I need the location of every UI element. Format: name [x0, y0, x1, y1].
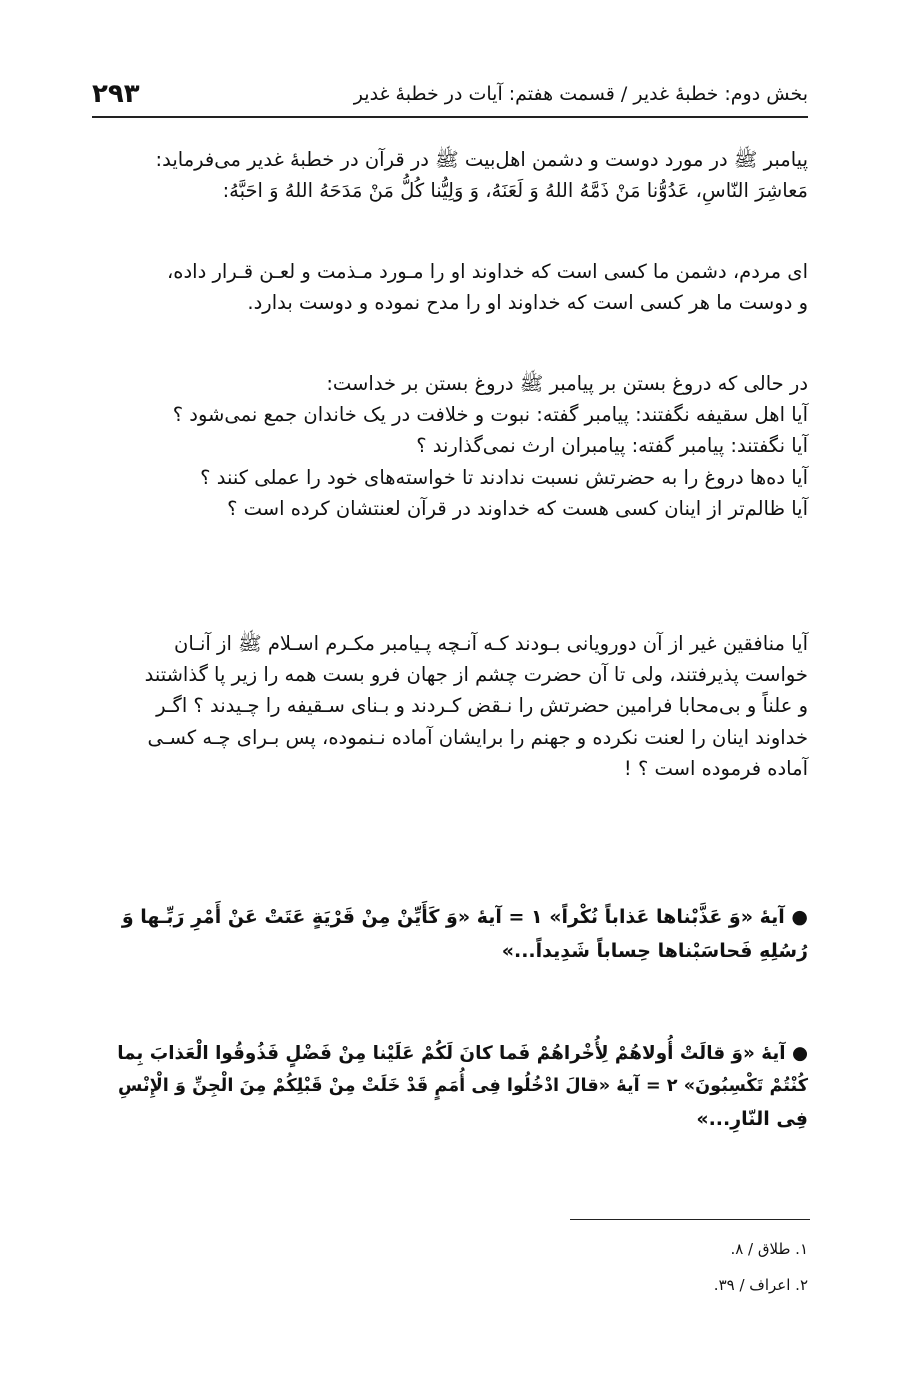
paragraph-line: در حالی که دروغ بستن بر پیامبر ﷺ دروغ بستن بر خداست:: [326, 372, 808, 395]
paragraph-line: آیا ظالم‌تر از اینان کسی هست که خداوند در قرآن لعنتشان کرده است ؟: [227, 496, 808, 520]
paragraph-line: آماده فرموده است ؟ !: [623, 756, 808, 780]
paragraph-line: آیا ده‌ها دروغ را به حضرتش نسبت ندادند تا خواسته‌های خود را عملی کنند ؟: [200, 465, 808, 489]
bullet-verse-1: [110, 908, 808, 976]
bullet-verse-2: [110, 1045, 808, 1144]
paragraph-intro: [110, 150, 808, 212]
footnote-1: ۱. طلاق / ۸.: [730, 1240, 808, 1258]
bullet-line: فِی النّارِ...»: [696, 1107, 808, 1130]
bullet-line: کُنْتُمْ تَکْسِبُونَ» ۲ = آیهٔ «قالَ ادْخُلُوا فِی أُمَمٍ قَدْ خَلَتْ مِنْ قَبْلِکُمْ مِنَ الْجِنِّ وَ الْإِنْسِ: [118, 1076, 808, 1097]
paragraph-questions: [110, 374, 808, 530]
paragraph-line: پیامبر ﷺ در مورد دوست و دشمن اهل‌بیت ﷺ در قرآن در خطبهٔ غدیر می‌فرماید:: [155, 148, 808, 171]
bullet-line: رُسُلِهِ فَحاسَبْناها حِساباً شَدِیداً...»: [501, 940, 808, 963]
paragraph-line: آیا اهل سقیفه نگفتند: پیامبر گفته: نبوت و خلافت در یک خاندان جمع نمی‌شود ؟: [172, 403, 808, 427]
paragraph-line: و علناً و بی‌محابا فرامین حضرتش را نـقض کـردند و بـنای سـقیفه را چـیدند ؟ اگـر: [156, 694, 808, 718]
paragraph-line: ای مردم، دشمن ما کسی است که خداوند او را مـورد مـذمت و لعـن قـرار داده،: [166, 260, 808, 283]
paragraph-line: آیا منافقین غیر از آن دورویانی بـودند کـه آنـچه پـیامبر مکـرم اسـلام ﷺ از آنـان: [174, 632, 808, 655]
page-header: [92, 72, 808, 116]
paragraph-line: آیا نگفتند: پیامبر گفته: پیامبران ارث نمی‌گذارند ؟: [416, 434, 808, 458]
paragraph-line: خداوند اینان را لعنت نکرده و جهنم را برایشان آماده نـنموده، پس بـرای چـه کسـی: [147, 725, 808, 749]
paragraph-translation: [110, 262, 808, 324]
bullet-line: ● آیهٔ «وَ قالَتْ أُولاهُمْ لِأُخْراهُمْ فَما کانَ لَکُمْ عَلَیْنا مِنْ فَضْلٍ فَذُوقُوا الْعَذابَ بِما: [117, 1043, 808, 1064]
header-rule: [92, 116, 808, 118]
paragraph-hypocrites: [110, 634, 808, 790]
footnote-2: ۲. اعراف / ۳۹.: [713, 1276, 808, 1294]
paragraph-line: و دوست ما هر کسی است که خداوند او را مدح نموده و دوست بدارد.: [247, 291, 808, 315]
footnote-rule: [570, 1219, 810, 1220]
page-number: ۲۹۳: [92, 79, 140, 109]
bullet-line: ● آیهٔ «وَ عَذَّبْناها عَذاباً نُکْراً» ۱ = آیهٔ «وَ کَأَیِّنْ مِنْ قَرْیَةٍ عَتَتْ عَنْ أَمْرِ رَبِّـها وَ: [121, 906, 808, 928]
running-title: بخش دوم: خطبهٔ غدیر / قسمت هفتم: آیات در خطبهٔ غدیر: [353, 83, 808, 105]
paragraph-line: خواست پذیرفتند، ولی تا آن حضرت چشم از جهان فرو بست همه را زیر پا گذاشتند: [144, 663, 808, 687]
paragraph-line: مَعاشِرَ النّاسِ، عَدُوُّنا مَنْ ذَمَّهُ اللهُ وَ لَعَنَهُ، وَ وَلِیُّنا کُلُّ مَنْ مَدَحَهُ اللهُ وَ احَبَّهُ:: [222, 179, 808, 203]
